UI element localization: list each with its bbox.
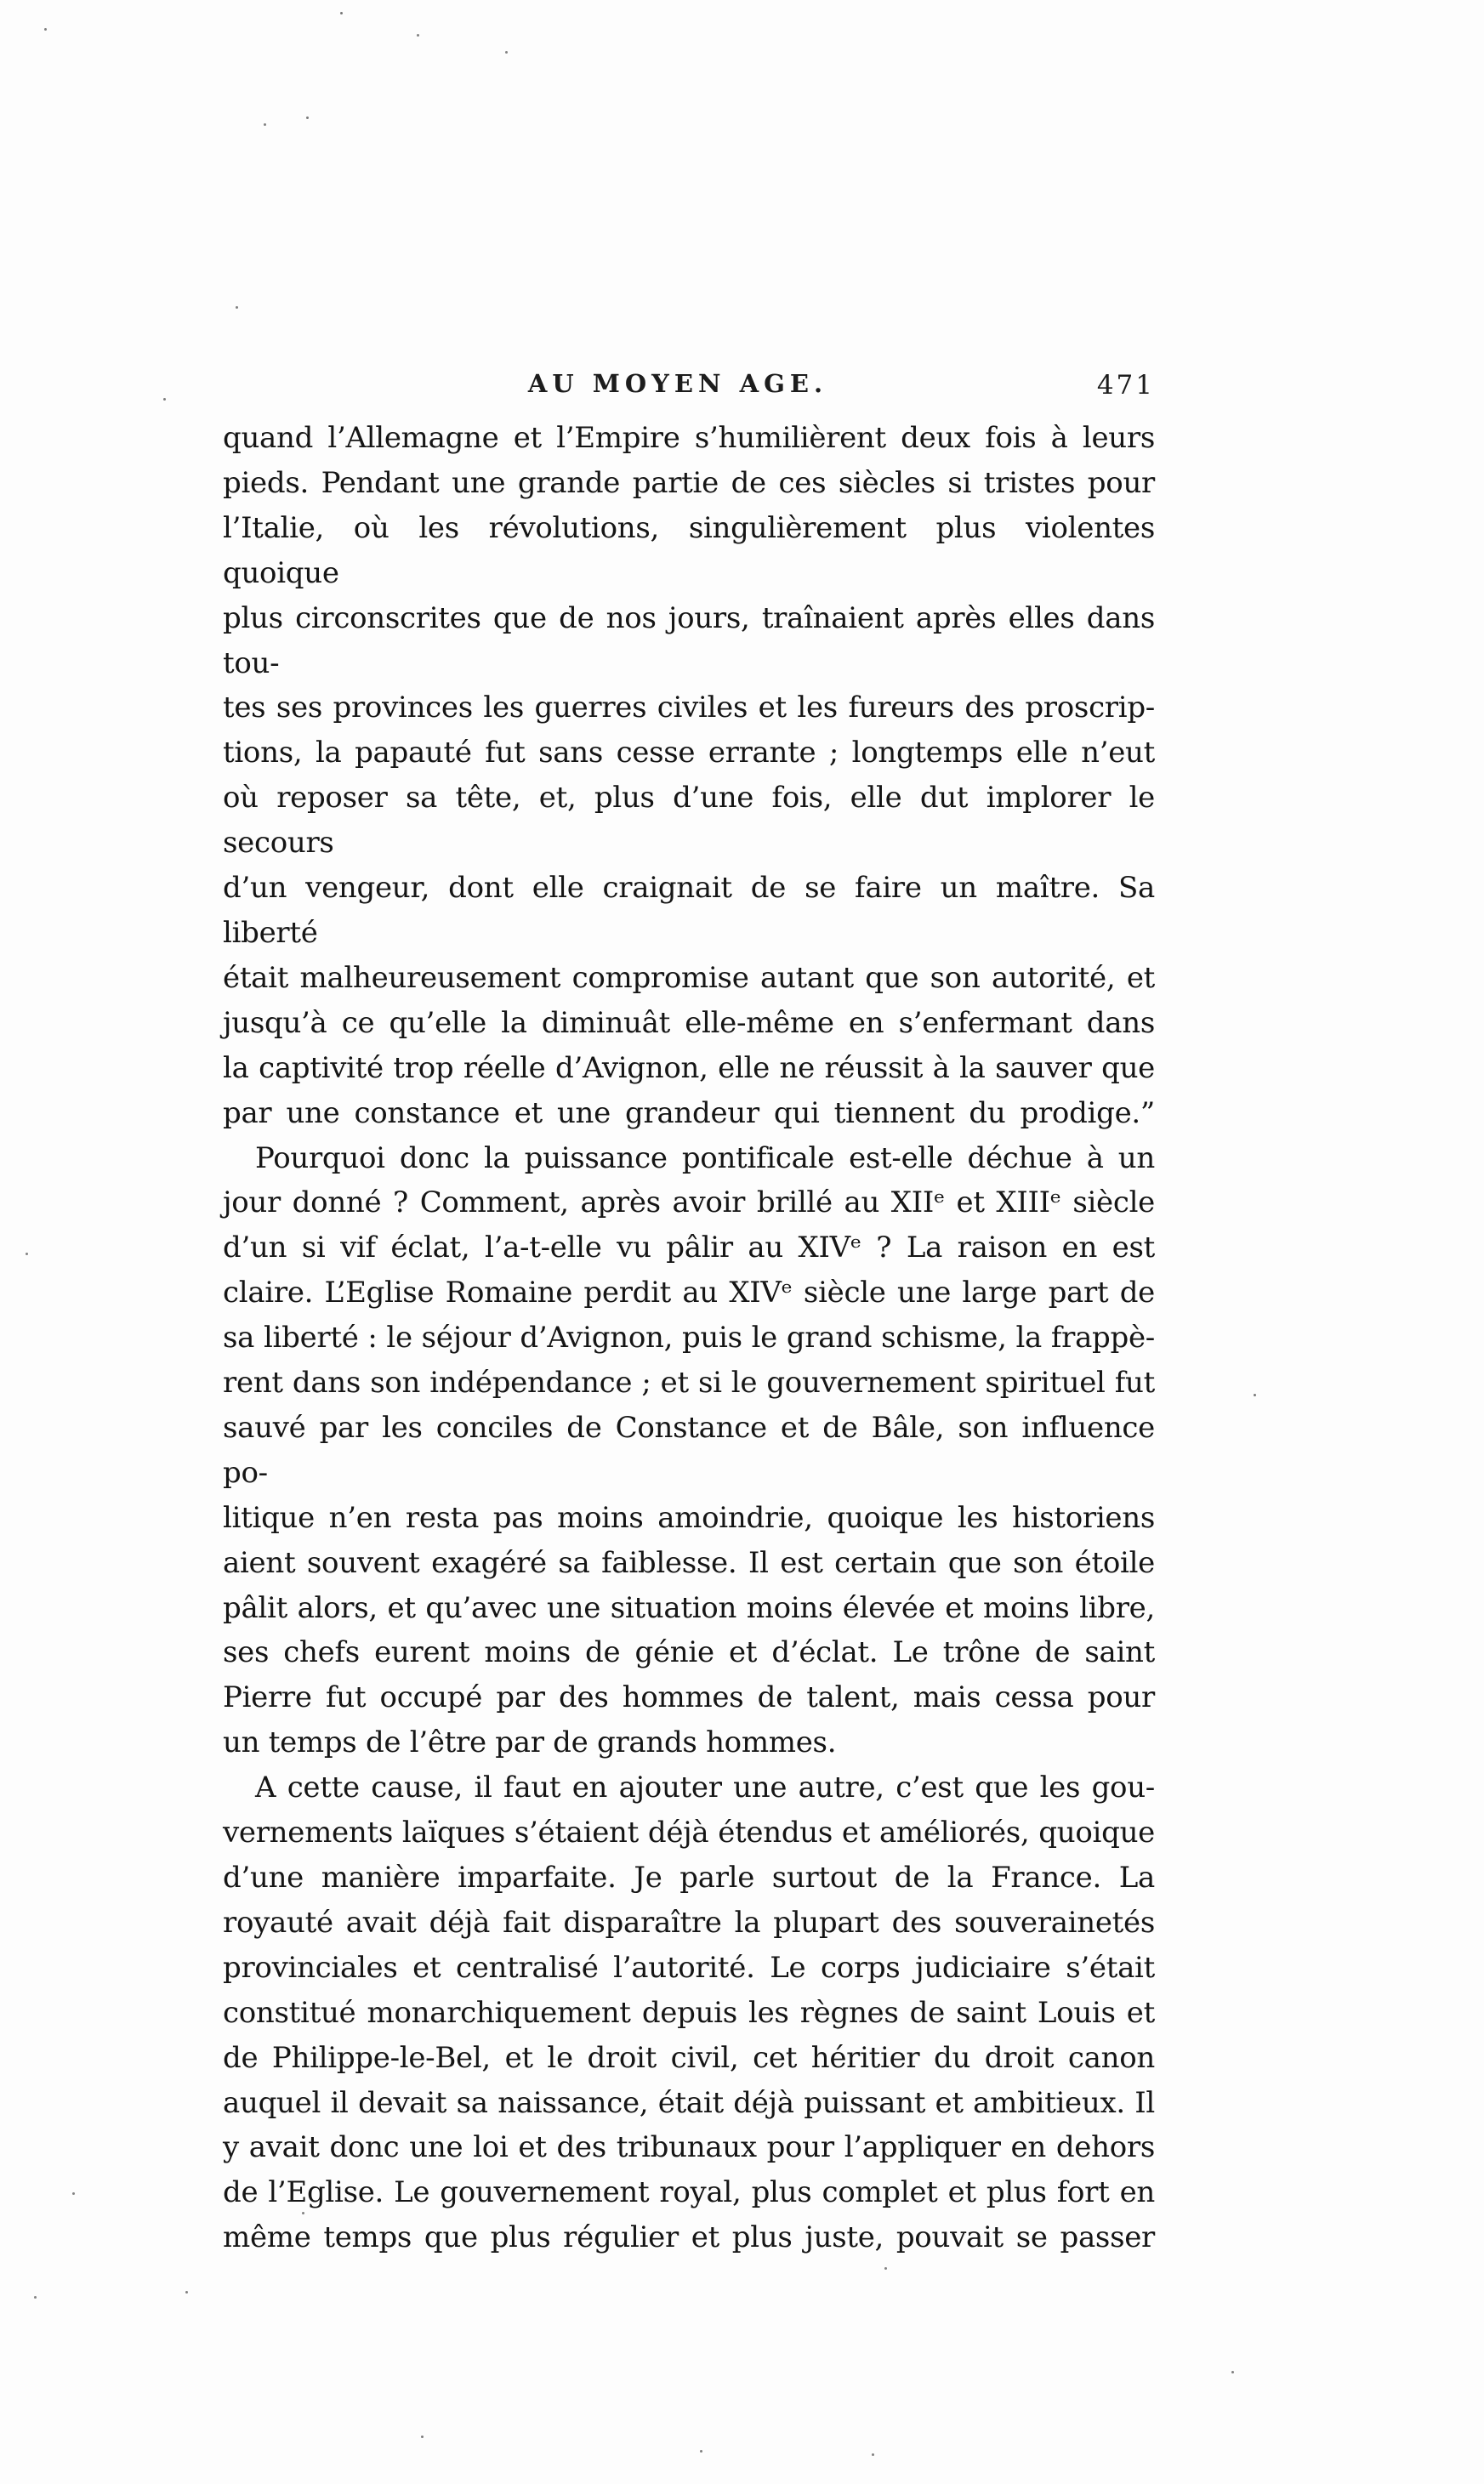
text-line: sa liberté : le séjour d’Avignon, puis le grand schisme, la frappè- bbox=[223, 1321, 1155, 1356]
text-line: de l’Eglise. Le gouvernement royal, plus complet et plus fort en bbox=[223, 2175, 1155, 2210]
running-title: AU MOYEN AGE. bbox=[527, 369, 828, 398]
page-header bbox=[223, 369, 1155, 406]
text-line: aient souvent exagéré sa faiblesse. Il est certain que son étoile bbox=[223, 1545, 1155, 1580]
text-line: constitué monarchiquement depuis les règnes de saint Louis et bbox=[223, 1995, 1155, 2030]
text-line: provinciales et centralisé l’autorité. Le corps judiciaire s’était bbox=[223, 1950, 1155, 1985]
body-text bbox=[223, 416, 1155, 2260]
text-line: tions, la papauté fut sans cesse errante ; longtemps elle n’eut bbox=[223, 736, 1155, 770]
text-line: litique n’en resta pas moins amoindrie, quoique les historiens bbox=[223, 1500, 1155, 1535]
text-line: ses chefs eurent moins de génie et d’éclat. Le trône de saint bbox=[223, 1635, 1155, 1670]
text-line: était malheureusement compromise autant que son autorité, et bbox=[223, 960, 1155, 995]
scan-noise-specks bbox=[0, 0, 3, 3]
page-number: 471 bbox=[1096, 370, 1155, 401]
text-line: par une constance et une grandeur qui tiennent du prodige.” bbox=[223, 1095, 1155, 1130]
text-line: l’Italie, où les révolutions, singulièrement plus violentes quoique bbox=[223, 510, 1155, 590]
text-line: jusqu’à ce qu’elle la diminuât elle-même en s’enfermant dans bbox=[223, 1005, 1155, 1040]
text-line: un temps de l’être par de grands hommes. bbox=[223, 1725, 837, 1760]
text-line: pieds. Pendant une grande partie de ces siècles si tristes pour bbox=[223, 465, 1155, 500]
text-line: royauté avait déjà fait disparaître la plupart des souverainetés bbox=[223, 1905, 1155, 1940]
text-line: claire. L’Eglise Romaine perdit au XIVᵉ siècle une large part de bbox=[223, 1276, 1155, 1310]
text-line: tes ses provinces les guerres civiles et les fureurs des proscrip- bbox=[223, 691, 1155, 725]
text-line: d’un vengeur, dont elle craignait de se faire un maître. Sa liberté bbox=[223, 871, 1155, 950]
text-line: même temps que plus régulier et plus juste, pouvait se passer bbox=[223, 2220, 1155, 2255]
text-line: de Philippe-le-Bel, et le droit civil, cet héritier du droit canon bbox=[223, 2040, 1155, 2075]
text-line: Pourquoi donc la puissance pontificale est-elle déchue à un bbox=[255, 1140, 1155, 1175]
text-line: sauvé par les conciles de Constance et de Bâle, son influence po- bbox=[223, 1410, 1155, 1490]
text-line: vernements laïques s’étaient déjà étendus et améliorés, quoique bbox=[223, 1816, 1155, 1850]
text-line: A cette cause, il faut en ajouter une autre, c’est que les gou- bbox=[255, 1771, 1155, 1805]
text-line: d’une manière imparfaite. Je parle surtout de la France. La bbox=[223, 1861, 1155, 1895]
text-line: la captivité trop réelle d’Avignon, elle ne réussit à la sauver que bbox=[223, 1050, 1155, 1085]
text-line: Pierre fut occupé par des hommes de talent, mais cessa pour bbox=[223, 1680, 1155, 1715]
text-line: quand l’Allemagne et l’Empire s’humilièrent deux fois à leurs bbox=[223, 421, 1155, 455]
text-line: d’un si vif éclat, l’a-t-elle vu pâlir au XIVᵉ ? La raison en est bbox=[223, 1231, 1155, 1265]
text-line: y avait donc une loi et des tribunaux pour l’appliquer en dehors bbox=[223, 2130, 1155, 2165]
text-line: où reposer sa tête, et, plus d’une fois, elle dut implorer le secours bbox=[223, 781, 1155, 861]
text-line: rent dans son indépendance ; et si le gouvernement spirituel fut bbox=[223, 1366, 1155, 1401]
text-line: auquel il devait sa naissance, était déjà puissant et ambitieux. Il bbox=[223, 2085, 1155, 2120]
text-line: pâlit alors, et qu’avec une situation moins élevée et moins libre, bbox=[223, 1590, 1155, 1625]
text-line: plus circonscrites que de nos jours, traînaient après elles dans tou- bbox=[223, 600, 1155, 680]
text-line: jour donné ? Comment, après avoir brillé au XIIᵉ et XIIIᵉ siècle bbox=[223, 1185, 1155, 1220]
